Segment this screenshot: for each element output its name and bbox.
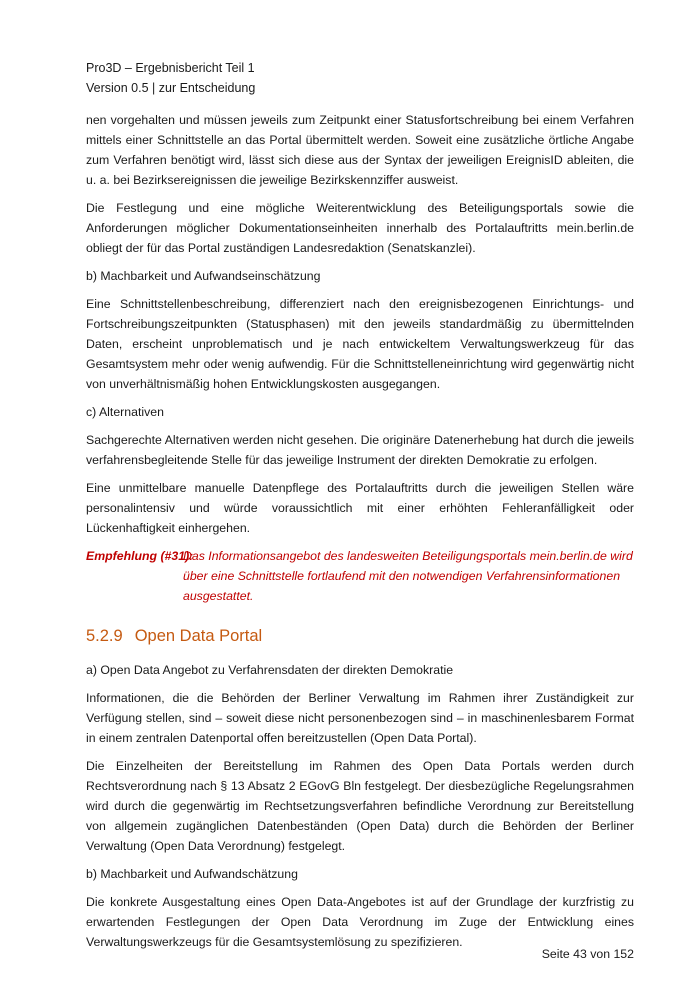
paragraph: Die Einzelheiten der Bereitstellung im Rahmen des Open Data Portals werden durch Rechtsverordnung nach § 13 Absatz 2 EGovG Bln festgelegt. Der diesbezügliche Regelungsrahmen wird durch die gegenwärtig im Rechtsetzungsverfahren befindliche Verordnung zur Bereitstellung von allgemein zugänglichen Datenbeständen (Open Data) durch die Behörden der Berliner Verwaltung (Open Data Verordnung) festgelegt. [86, 759, 634, 853]
recommendation-text: Das Informationsangebot des landesweiten Beteiligungsportals mein.berlin.de wird über eine Schnittstelle fortlaufend mit den notwendigen Verfahrensinformationen ausgestattet. [183, 549, 633, 603]
recommendation-box [86, 546, 634, 606]
subheading: b) Machbarkeit und Aufwandschätzung [86, 867, 298, 881]
recommendation-label: Empfehlung (#31): [86, 549, 194, 563]
subheading: c) Alternativen [86, 405, 164, 419]
section-number: 5.2.9 [86, 627, 123, 645]
subheading: a) Open Data Angebot zu Verfahrensdaten der direkten Demokratie [86, 663, 454, 677]
paragraph: Informationen, die die Behörden der Berliner Verwaltung im Rahmen ihrer Zuständigkeit zur Verfügung stellen, sind – soweit diese nicht personenbezogen sind – in maschinenlesbarem Format in einem zentralen Datenportal offen bereitzustellen (Open Data Portal). [86, 691, 634, 745]
page-number: Seite 43 von 152 [541, 947, 634, 961]
page-header [86, 58, 255, 98]
paragraph: Eine unmittelbare manuelle Datenpflege des Portalauftritts durch die jeweiligen Stellen wäre personalintensiv und würde voraussichtlich mit einer erhöhten Fehleranfälligkeit oder Lückenhaftigkeit einhergehen. [86, 481, 634, 535]
section-title: Open Data Portal [134, 627, 263, 645]
header-version: Version 0.5 | zur Entscheidung [86, 81, 256, 95]
paragraph: Die Festlegung und eine mögliche Weiterentwicklung des Beteiligungsportals sowie die Anforderungen möglicher Dokumentationseinheiten innerhalb des Portalauftritts mein.berlin.de obliegt der für das Portal zuständigen Landesredaktion (Senatskanzlei). [86, 201, 634, 255]
subheading: b) Machbarkeit und Aufwandseinschätzung [86, 269, 321, 283]
paragraph: nen vorgehalten und müssen jeweils zum Zeitpunkt einer Statusfortschreibung bei einem Verfahren mittels einer Schnittstelle an das Portal übermittelt werden. Soweit eine zusätzliche örtliche Angabe zum Verfahren benötigt wird, lässt sich diese aus der Syntax der jeweiligen EreignisID ableiten, die u. a. bei Bezirksereignissen die jeweilige Bezirkskennziffer ausweist. [86, 113, 634, 187]
paragraph: Die konkrete Ausgestaltung eines Open Data-Angebotes ist auf der Grundlage der kurzfristig zu erwartenden Festlegungen der Open Data Verordnung im Zuge der Entwicklung eines Verwaltungswerkzeugs für die Gesamtsystemlösung zu spezifizieren. [86, 895, 634, 949]
document-body [86, 110, 634, 960]
paragraph: Eine Schnittstellenbeschreibung, differenziert nach den ereignisbezogenen Einrichtungs- und Fortschreibungszeitpunkten (Statusphasen) mit den jeweils standardmäßig zu übermittelnden Daten, erscheint unproblematisch und je nach entwickeltem Verwaltungswerkzeug für das Gesamtsystem mehr oder wenig aufwendig. Für die Schnittstelleneinrichtung wird gegenwärtig nicht von unverhältnismäßig hohen Entwicklungskosten ausgegangen. [86, 297, 634, 391]
paragraph: Sachgerechte Alternativen werden nicht gesehen. Die originäre Datenerhebung hat durch die jeweils verfahrensbegleitende Stelle für das jeweilige Instrument der direkten Demokratie zu erfolgen. [86, 433, 634, 467]
section-heading [86, 624, 634, 648]
header-title: Pro3D – Ergebnisbericht Teil 1 [86, 61, 255, 75]
